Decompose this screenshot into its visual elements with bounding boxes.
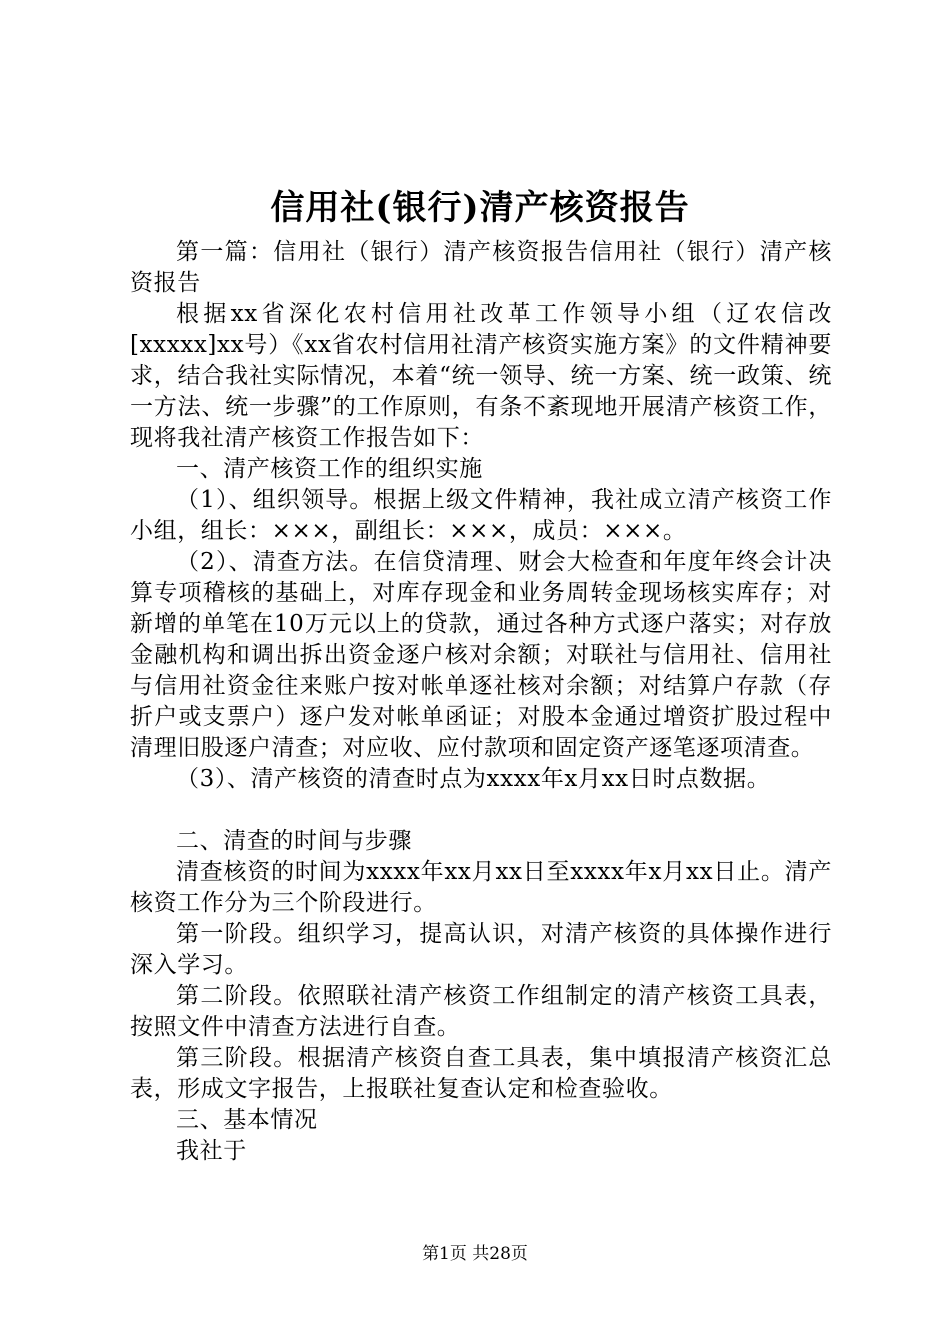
paragraph-basic-info: 我社于 bbox=[176, 1138, 247, 1164]
document-body bbox=[130, 237, 832, 1167]
paragraph-phase-two: 第二阶段。依照联社清产核资工作组制定的清产核资工具表，按照文件中清查方法进行自查。 bbox=[130, 983, 832, 1040]
paragraph-schedule: 清查核资的时间为xxxx年xx月xx日至xxxx年x月xx日止。清产核资工作分为三个阶段进行。 bbox=[130, 859, 832, 916]
paragraph-phase-three: 第三阶段。根据清产核资自查工具表，集中填报清产核资汇总表，形成文字报告，上报联社复查认定和检查验收。 bbox=[130, 1045, 832, 1102]
document-title: 信用社(银行)清产核资报告 bbox=[270, 188, 690, 228]
paragraph-cutoff-date: （3）、清产核资的清查时点为xxxx年x月xx日时点数据。 bbox=[176, 766, 771, 792]
paragraph-chapter-heading: 第一篇：信用社（银行）清产核资报告信用社（银行）清产核资报告 bbox=[130, 239, 832, 296]
paragraph-methods: （2）、清查方法。在信贷清理、财会大检查和年度年终会计决算专项稽核的基础上，对库存现金和业务周转金现场核实库存；对新增的单笔在10万元以上的贷款，通过各种方式逐户落实；对存放金融机构和调出拆出资金逐户核对余额；对联社与信用社、信用社与信用社资金往来账户按对帐单逐社核对余额；对结算户存款（存折户或支票户）逐户发对帐单函证；对股本金通过增资扩股过程中清理旧股逐户清查；对应收、应付款项和固定资产逐笔逐项清查。 bbox=[130, 549, 832, 761]
page-footer: 第1页 共28页 bbox=[422, 1244, 528, 1264]
paragraph-intro: 根据xx省深化农村信用社改革工作领导小组（辽农信改[xxxxx]xx号）《xx省农村信用社清产核资实施方案》的文件精神要求，结合我社实际情况，本着“统一领导、统一方案、统一政策、统一方法、统一步骤”的工作原则，有条不紊现地开展清产核资工作，现将我社清产核资工作报告如下： bbox=[130, 301, 832, 451]
paragraph-leadership: （1）、组织领导。根据上级文件精神，我社成立清产核资工作小组，组长：×××，副组长：×××，成员：×××。 bbox=[130, 487, 832, 544]
paragraph-phase-one: 第一阶段。组织学习，提高认识，对清产核资的具体操作进行深入学习。 bbox=[130, 921, 832, 978]
section-heading-basic-info: 三、基本情况 bbox=[176, 1107, 318, 1133]
section-heading-organization: 一、清产核资工作的组织实施 bbox=[176, 456, 483, 482]
section-heading-schedule: 二、清查的时间与步骤 bbox=[176, 828, 412, 854]
